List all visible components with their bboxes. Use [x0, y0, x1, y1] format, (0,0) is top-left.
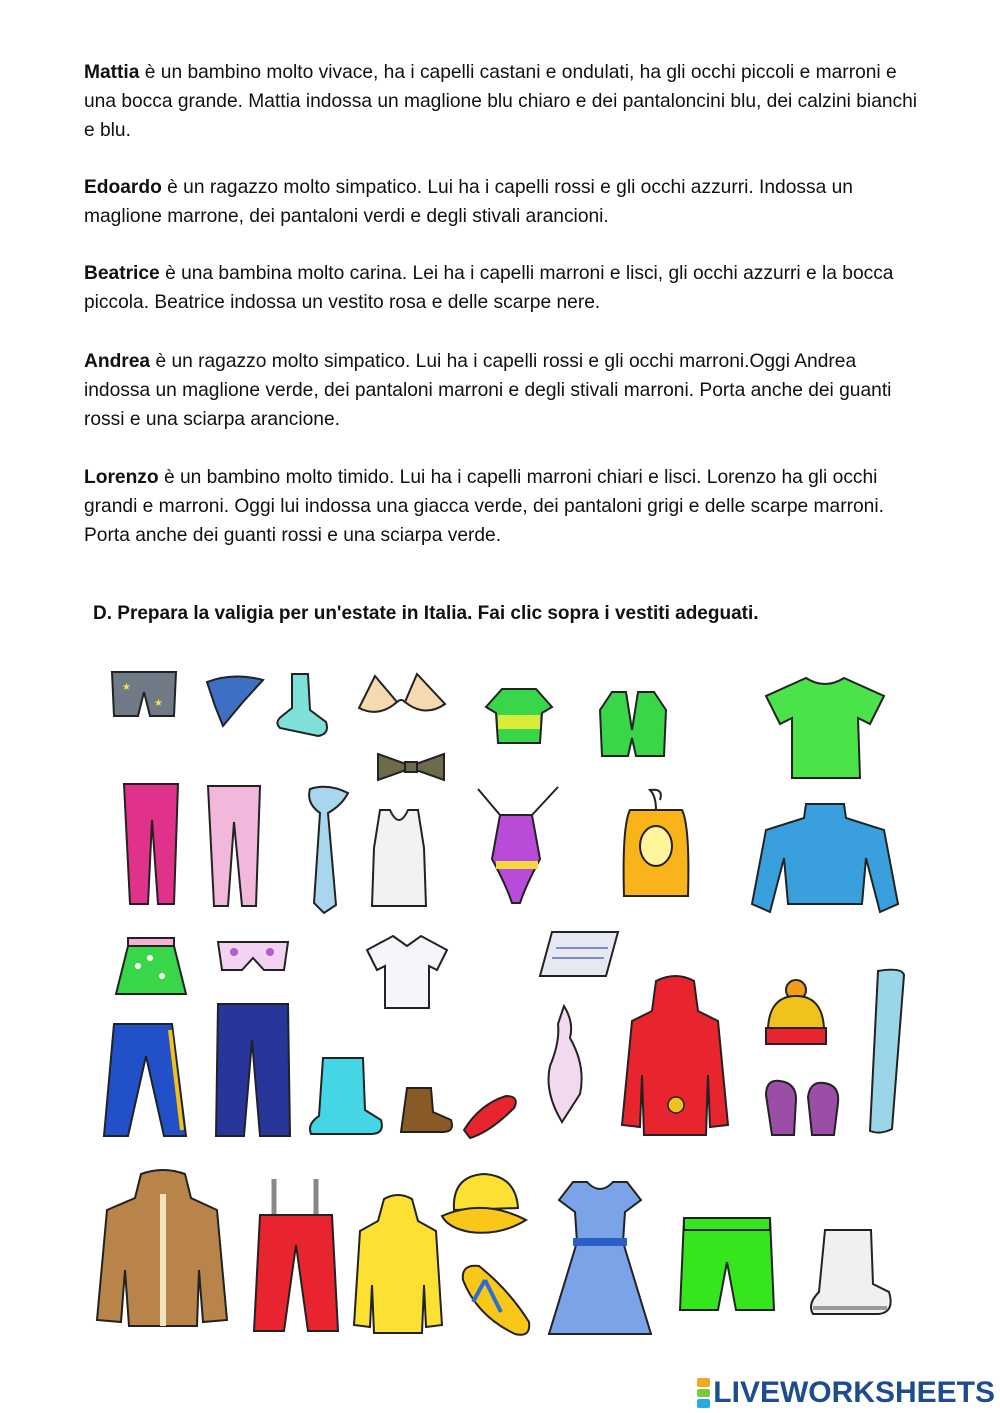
ankle-boot-item[interactable] — [397, 1084, 455, 1136]
bow-tie-item[interactable] — [376, 752, 446, 782]
necktie-item[interactable] — [298, 785, 354, 915]
grey-shorts-item[interactable] — [110, 670, 178, 720]
bandana-item[interactable] — [203, 670, 265, 728]
white-shirt-item[interactable] — [365, 932, 449, 1010]
tank-top-item[interactable] — [370, 808, 428, 908]
tights-item[interactable] — [120, 780, 182, 910]
ballet-flat-item[interactable] — [460, 1090, 520, 1140]
description-mattia: è un bambino molto vivace, ha i capelli castani e ondulati, ha gli occhi piccoli e marroni e una bocca grande. Mattia indossa un maglione blu chiaro e dei pantaloncini blu, dei calzini bianchi e blu. — [84, 62, 918, 141]
pink-scarf-item[interactable] — [540, 1002, 588, 1126]
mittens-item[interactable] — [762, 1075, 844, 1139]
flip-flop-item[interactable] — [455, 1262, 535, 1340]
description-andrea: è un ragazzo molto simpatico. Lui ha i capelli rossi e gli occhi marroni.Oggi Andrea indossa un maglione verde, dei pantaloni marroni e degli stivali marroni. Porta anche dei guanti rossi e una sciarpa arancione. — [84, 351, 892, 430]
floral-underwear-item[interactable] — [216, 940, 290, 974]
blue-dress-item[interactable] — [545, 1178, 655, 1338]
folded-towel-item[interactable] — [538, 928, 620, 980]
liveworksheets-logo-text: LIVEWORKSHEETS — [713, 1376, 995, 1409]
description-beatrice: è una bambina molto carina. Lei ha i capelli marroni e lisci, gli occhi azzurri e la bocca piccola. Beatrice indossa un vestito rosa e delle scarpe nere. — [84, 263, 894, 313]
paragraph-edoardo — [84, 173, 924, 231]
paragraph-andrea — [84, 347, 924, 434]
red-hoodie-item[interactable] — [620, 975, 730, 1140]
long-scarf-item[interactable] — [862, 965, 908, 1140]
rain-boot-item[interactable] — [305, 1050, 385, 1138]
vest-item[interactable] — [598, 690, 668, 758]
tracksuit-pants-item[interactable] — [100, 1020, 188, 1140]
liveworksheets-logo[interactable] — [697, 1376, 995, 1410]
name-edoardo: Edoardo — [84, 177, 162, 198]
raincoat-item[interactable] — [352, 1195, 444, 1337]
name-beatrice: Beatrice — [84, 263, 160, 284]
svg-text:★: ★ — [154, 698, 163, 709]
green-tshirt-item[interactable] — [762, 674, 888, 780]
paragraph-beatrice — [84, 259, 924, 317]
ski-pants-item[interactable] — [250, 1175, 342, 1335]
paragraph-lorenzo — [84, 463, 924, 550]
yellow-top-on-hanger-item[interactable] — [620, 786, 692, 902]
sock-item[interactable] — [270, 670, 330, 740]
green-shorts-item[interactable] — [678, 1214, 776, 1316]
description-lorenzo: è un bambino molto timido. Lui ha i capelli marroni chiari e lisci. Lorenzo ha gli occhi grandi e marroni. Oggi lui indossa una giacca verde, dei pantaloni grigi e delle scarpe marroni. Porta anche dei guanti rossi e una sciarpa verde. — [84, 467, 884, 546]
beanie-hat-item[interactable] — [762, 978, 828, 1048]
swimsuit-item[interactable] — [470, 785, 562, 907]
paragraph-mattia — [84, 58, 924, 145]
sun-hat-item[interactable] — [440, 1170, 528, 1240]
bikini-top-item[interactable] — [355, 672, 450, 720]
liveworksheets-logo-icon — [697, 1377, 710, 1409]
svg-text:★: ★ — [122, 682, 131, 693]
blue-sweater-item[interactable] — [750, 800, 900, 918]
name-lorenzo: Lorenzo — [84, 467, 159, 488]
task-instruction: D. Prepara la valigia per un'estate in Italia. Fai clic sopra i vestiti adeguati. — [93, 603, 759, 624]
white-boot-item[interactable] — [805, 1226, 895, 1318]
green-sweater-item[interactable] — [484, 685, 554, 747]
jeans-item[interactable] — [214, 1000, 292, 1140]
name-mattia: Mattia — [84, 62, 140, 83]
fur-coat-item[interactable] — [95, 1170, 230, 1330]
description-edoardo: è un ragazzo molto simpatico. Lui ha i capelli rossi e gli occhi azzurri. Indossa un maglione marrone, dei pantaloni verdi e degli stivali arancioni. — [84, 177, 853, 227]
floral-skirt-item[interactable] — [114, 936, 188, 998]
pink-leggings-item[interactable] — [204, 782, 264, 912]
name-andrea: Andrea — [84, 351, 151, 372]
